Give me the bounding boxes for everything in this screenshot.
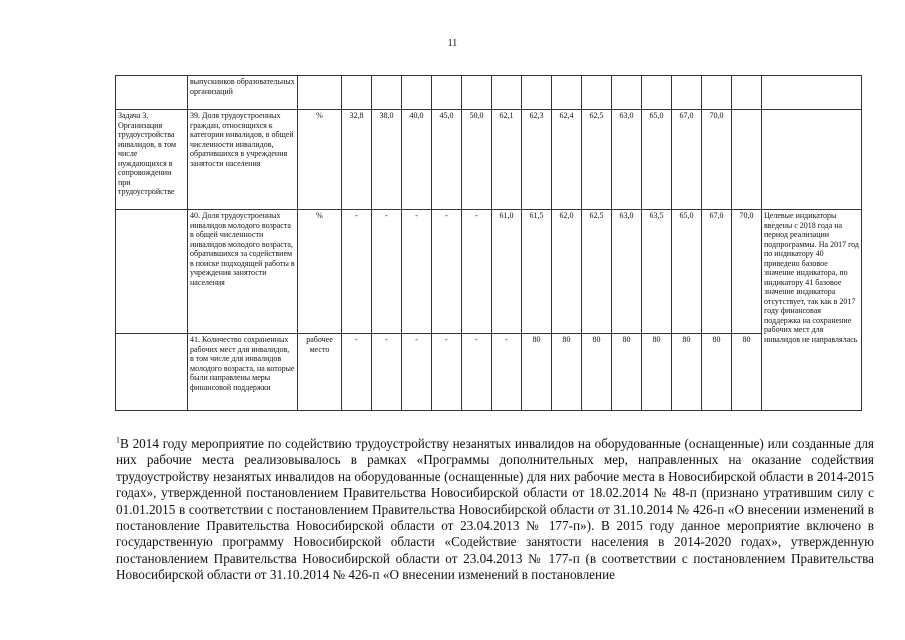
value-cell: - xyxy=(402,210,432,334)
indicator-cell: 39. Доля трудоустроенных граждан, относящихся к категории инвалидов, в общей численности инвалидов, обратившихся в учреждения занятости населения xyxy=(188,110,298,210)
value-cell: 40,0 xyxy=(402,110,432,210)
value-cell: - xyxy=(432,334,462,411)
value-cell xyxy=(732,76,762,110)
value-cell: - xyxy=(402,334,432,411)
value-cell: 80 xyxy=(612,334,642,411)
value-cell: 67,0 xyxy=(702,210,732,334)
value-cell xyxy=(642,76,672,110)
value-cell: 62,5 xyxy=(582,110,612,210)
value-cell: 80 xyxy=(522,334,552,411)
value-cell: 62,4 xyxy=(552,110,582,210)
value-cell xyxy=(462,76,492,110)
value-cell: 80 xyxy=(732,334,762,411)
value-cell: - xyxy=(492,334,522,411)
footnote-marker: 1 xyxy=(116,435,120,445)
indicator-cell: выпускников образовательных организаций xyxy=(188,76,298,110)
unit-cell xyxy=(298,76,342,110)
value-cell xyxy=(732,110,762,210)
value-cell: - xyxy=(342,210,372,334)
value-cell: - xyxy=(432,210,462,334)
value-cell xyxy=(582,76,612,110)
value-cell: 61,0 xyxy=(492,210,522,334)
value-cell: 70,0 xyxy=(732,210,762,334)
unit-cell: % xyxy=(298,210,342,334)
value-cell: 62,3 xyxy=(522,110,552,210)
table-row xyxy=(116,76,862,110)
note-cell xyxy=(762,76,862,110)
table-row xyxy=(116,210,862,334)
value-cell: 80 xyxy=(552,334,582,411)
value-cell xyxy=(702,76,732,110)
value-cell: 67,0 xyxy=(672,110,702,210)
value-cell: 70,0 xyxy=(702,110,732,210)
value-cell: 50,0 xyxy=(462,110,492,210)
value-cell: 80 xyxy=(642,334,672,411)
unit-cell: рабочее место xyxy=(298,334,342,411)
value-cell xyxy=(432,76,462,110)
value-cell: - xyxy=(372,334,402,411)
value-cell: 45,0 xyxy=(432,110,462,210)
value-cell xyxy=(672,76,702,110)
unit-cell: % xyxy=(298,110,342,210)
value-cell: 63,0 xyxy=(612,110,642,210)
value-cell: 80 xyxy=(582,334,612,411)
task-cell: Задача 3. Организация трудоустройства инвалидов, в том числе нуждающихся в сопровождении при трудоустройстве xyxy=(116,110,188,210)
value-cell: 65,0 xyxy=(672,210,702,334)
indicator-cell: 40. Доля трудоустроенных инвалидов молодого возраста в общей численности инвалидов молодого возраста, обратившихся за содействием в поиске подходящей работы в учреждения занятости населения xyxy=(188,210,298,334)
value-cell: - xyxy=(342,334,372,411)
indicators-table xyxy=(115,75,862,411)
indicator-cell: 41. Количество сохраненных рабочих мест для инвалидов, в том числе для инвалидов молодого возраста, на которые были направлены меры финансовой поддержки xyxy=(188,334,298,411)
value-cell xyxy=(612,76,642,110)
value-cell: 62,0 xyxy=(552,210,582,334)
task-cell xyxy=(116,76,188,110)
value-cell: 38,0 xyxy=(372,110,402,210)
page-number: 11 xyxy=(447,38,458,49)
value-cell: 63,0 xyxy=(612,210,642,334)
value-cell: 80 xyxy=(702,334,732,411)
value-cell: 62,5 xyxy=(582,210,612,334)
value-cell: 32,8 xyxy=(342,110,372,210)
value-cell: 61,5 xyxy=(522,210,552,334)
value-cell: - xyxy=(372,210,402,334)
note-cell xyxy=(762,110,862,210)
value-cell xyxy=(492,76,522,110)
value-cell: 62,1 xyxy=(492,110,522,210)
value-cell xyxy=(342,76,372,110)
footnote xyxy=(116,436,874,584)
value-cell: 80 xyxy=(672,334,702,411)
value-cell: - xyxy=(462,210,492,334)
task-cell xyxy=(116,210,188,334)
value-cell xyxy=(402,76,432,110)
value-cell xyxy=(552,76,582,110)
value-cell: - xyxy=(462,334,492,411)
table-row xyxy=(116,110,862,210)
footnote-text: В 2014 году мероприятие по содействию трудоустройству незанятых инвалидов на оборудованные (оснащенные) или созданные для них рабочие места реализовывалось в рамках «Программы дополнительных мер, направленных на оказание содействия трудоустройству незанятых инвалидов на оборудованные (оснащенные) для них рабочие места в Новосибирской области в 2014-2015 годах», утвержденной постановлением Правительства Новосибирской области от 18.02.2014 № 48-п (признано утратившим силу с 01.01.2015 в соответствии с постановлением Правительства Новосибирской области от 31.10.2014 № 426-п «О внесении изменений в постановление Правительства Новосибирской области от 23.04.2013 № 177-п»). В 2015 году данное мероприятие включено в государственную программу Новосибирской области «Содействие занятости населения в 2014-2020 годах», утвержденную постановлением Правительства Новосибирской области от 23.04.2013 № 177-п (в соответствии с постановлением Правительства Новосибирской области от 31.10.2014 № 426-п «О внесении изменений в постановление xyxy=(116,436,874,583)
value-cell xyxy=(522,76,552,110)
note-cell: Целевые индикаторы введены с 2018 года на период реализации подпрограммы. На 2017 год по индикатору 40 приведено базовое значение индикатора, по индикатору 41 базовое значение индикатора отсутствует, так как в 2017 году финансовая поддержка на сохранение рабочих мест для инвалидов не направлялась xyxy=(762,210,862,411)
value-cell: 65,0 xyxy=(642,110,672,210)
value-cell xyxy=(372,76,402,110)
table-row xyxy=(116,334,862,411)
value-cell: 63,5 xyxy=(642,210,672,334)
task-cell xyxy=(116,334,188,411)
